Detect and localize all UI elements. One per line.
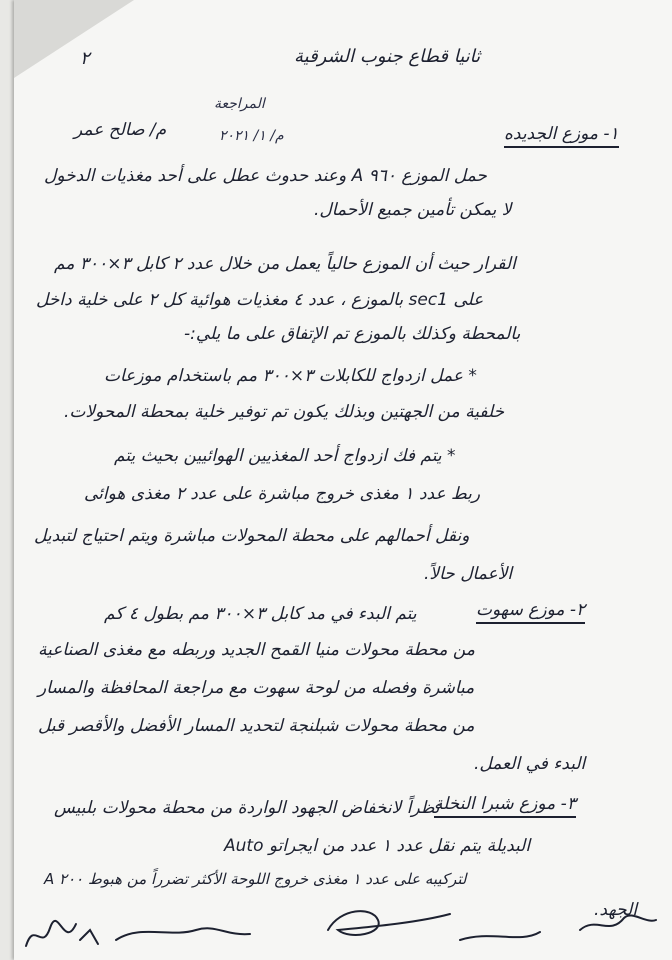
decision-bullet-2-cont-3: الأعمال حالاً. bbox=[424, 564, 513, 584]
document-page bbox=[14, 0, 672, 960]
section-3-line-3: لتركيبه على عدد ١ مغذى خروج اللوحة الأكثر تضرراً من هبوط ٢٠٠ A bbox=[44, 870, 467, 888]
section-2-line-5: البدء في العمل. bbox=[474, 754, 586, 774]
section-2-line-2: من محطة محولات منيا القمح الجديد وربطه مع مغذى الصناعية bbox=[38, 640, 475, 660]
section-2-title: ٢- موزع سهوت bbox=[476, 600, 585, 624]
decision-line-3: بالمحطة وكذلك بالموزع تم الإتفاق على ما يلي:- bbox=[184, 324, 521, 344]
signature-3 bbox=[328, 911, 450, 935]
section-1-title: ١- موزع الجديده bbox=[504, 124, 619, 148]
section-2-line-1: يتم البدء في مد كابل ٣×٣٠٠ مم بطول ٤ كم bbox=[104, 604, 417, 624]
review-stamp-line2: م/ ١/ ٢٠٢١ bbox=[219, 128, 284, 144]
signature-2 bbox=[116, 928, 250, 940]
section-2-line-4: من محطة محولات شبلنجة لتحديد المسار الأفضل والأقصر قبل bbox=[38, 716, 475, 736]
decision-bullet-2-cont-2: ونقل أحمالهم على محطة المحولات مباشرة ويتم احتياج لتبديل bbox=[34, 526, 470, 546]
section-3-line-2: البديلة يتم نقل عدد ١ عدد من ايجراتو Auto bbox=[224, 836, 531, 856]
decision-bullet-2-cont: ربط عدد ١ مغذى خروج مباشرة على عدد ٢ مغذى هوائى bbox=[84, 484, 481, 504]
section-1-line-2: لا يمكن تأمين جميع الأحمال. bbox=[314, 200, 512, 220]
decision-bullet-1-cont: خلفية من الجهتين وبذلك يكون تم توفير خلية بمحطة المحولات. bbox=[64, 402, 505, 422]
signature-5 bbox=[580, 915, 656, 930]
signature-1 bbox=[26, 921, 98, 946]
review-stamp-line1: المراجعة bbox=[214, 96, 265, 112]
section-3-line-1: نظراً لانخفاض الجهود الواردة من محطة محولات بلبيس bbox=[54, 798, 440, 818]
decision-line-1: القرار حيث أن الموزع حالياً يعمل من خلال عدد ٢ كابل ٣×٣٠٠ مم bbox=[54, 254, 516, 274]
section-1-line-1: حمل الموزع ٩٦٠ A وعند حدوث عطل على أحد مغذيات الدخول bbox=[44, 166, 487, 186]
signature-4 bbox=[460, 932, 540, 940]
top-left-note: م/ صالح عمر bbox=[74, 120, 167, 140]
section-3-line-4: الجهد. bbox=[594, 900, 638, 920]
decision-bullet-2: * يتم فك ازدواج أحد المغذيين الهوائيين بحيث يتم bbox=[114, 446, 456, 466]
page-number: ٢ bbox=[80, 48, 90, 69]
section-2-line-3: مباشرة وفصله من لوحة سهوت مع مراجعة المحافظة والمسار bbox=[38, 678, 475, 698]
signatures bbox=[20, 900, 660, 960]
decision-line-2: على sec1 بالموزع ، عدد ٤ مغذيات هوائية كل ٢ على خلية داخل bbox=[36, 290, 484, 310]
section-3-title: ٣- موزع شبرا النخلة bbox=[434, 794, 576, 818]
decision-bullet-1: * عمل ازدواج للكابلات ٣×٣٠٠ مم باستخدام موزعات bbox=[104, 366, 477, 386]
folded-corner bbox=[14, 0, 134, 78]
page-heading: ثانيا قطاع جنوب الشرقية bbox=[294, 46, 481, 67]
